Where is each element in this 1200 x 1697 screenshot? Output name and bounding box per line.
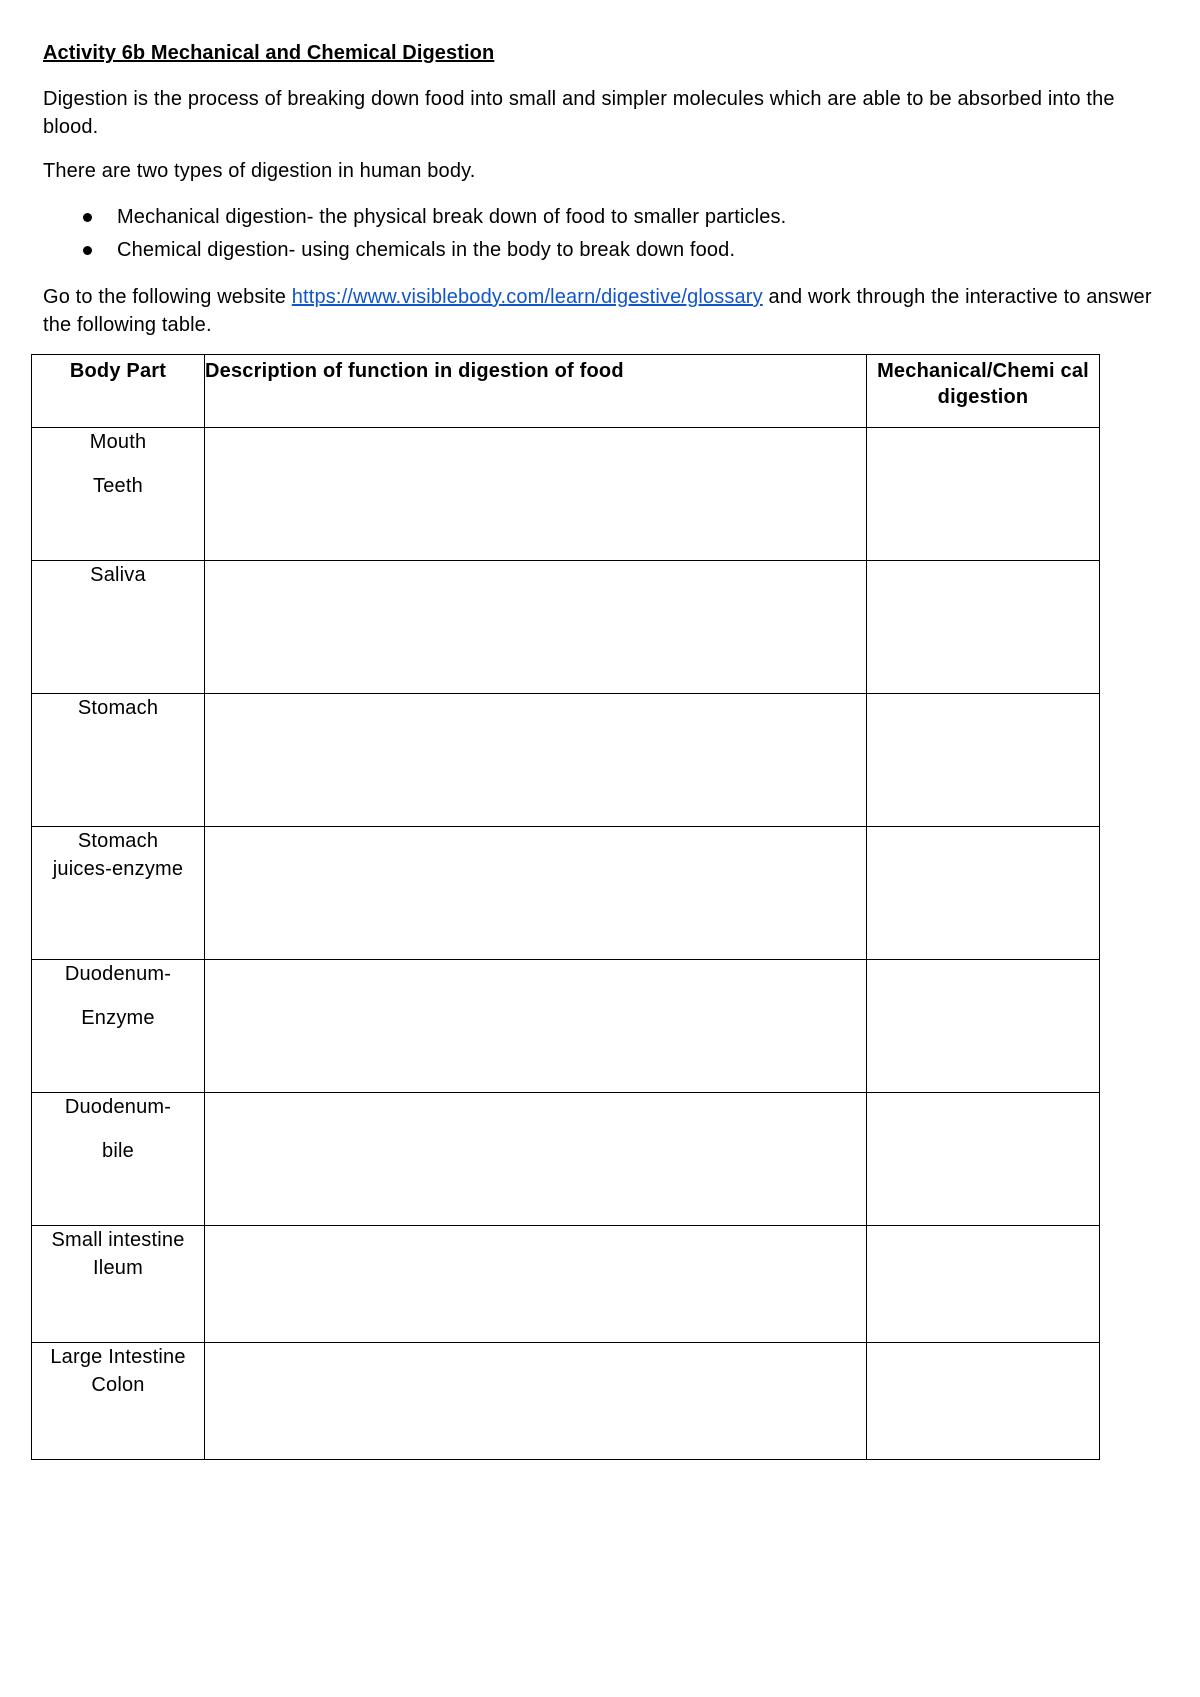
body-part-cell <box>32 1343 205 1460</box>
digestion-type-answer-cell[interactable] <box>867 428 1100 561</box>
instruction-text-after: and work through the interactive to answer the following table. <box>43 286 1152 336</box>
digestion-types-list <box>43 203 786 269</box>
digestion-type-answer-cell[interactable] <box>867 1343 1100 1460</box>
body-part-label: Duodenum- <box>64 963 172 985</box>
description-answer-cell[interactable] <box>205 1093 867 1226</box>
body-part-cell <box>32 1093 205 1226</box>
table-header-row <box>32 355 1100 428</box>
body-part-cell <box>32 1226 205 1343</box>
header-digestion-type: Mechanical/Chemi cal digestion <box>867 355 1100 428</box>
description-answer-cell[interactable] <box>205 428 867 561</box>
body-part-label: Colon <box>91 1374 145 1396</box>
bullet-text-chemical: Chemical digestion- using chemicals in the body to break down food. <box>117 239 736 261</box>
intro-paragraph: Digestion is the process of breaking down food into small and simpler molecules which are able to be absorbed into the blood. <box>43 88 1115 138</box>
description-answer-cell[interactable] <box>205 827 867 960</box>
table-row <box>32 428 1100 561</box>
bullet-icon <box>83 246 92 255</box>
digestion-type-answer-cell[interactable] <box>867 960 1100 1093</box>
bullet-icon <box>83 213 92 222</box>
body-part-label: Mouth <box>89 431 147 453</box>
description-answer-cell[interactable] <box>205 960 867 1093</box>
body-part-label: Stomach <box>77 697 159 719</box>
body-part-label: juices-enzyme <box>52 858 184 880</box>
header-description: Description of function in digestion of food <box>205 355 867 428</box>
body-part-label: Saliva <box>90 564 146 586</box>
body-part-label: Large Intestine <box>50 1346 186 1368</box>
body-part-label: Stomach <box>77 830 159 852</box>
body-part-label: Duodenum- <box>64 1096 172 1118</box>
digestion-type-answer-cell[interactable] <box>867 1093 1100 1226</box>
body-part-label: Small intestine <box>51 1229 185 1251</box>
digestion-type-answer-cell[interactable] <box>867 561 1100 694</box>
description-answer-cell[interactable] <box>205 561 867 694</box>
body-part-label: Ileum <box>93 1257 143 1279</box>
description-answer-cell[interactable] <box>205 1343 867 1460</box>
body-part-cell <box>32 428 205 561</box>
glossary-link[interactable]: https://www.visiblebody.com/learn/digestive/glossary <box>291 286 763 308</box>
body-part-cell <box>32 827 205 960</box>
table-row <box>32 694 1100 827</box>
page-title: Activity 6b Mechanical and Chemical Digestion <box>43 42 495 64</box>
table-row <box>32 827 1100 960</box>
digestion-type-answer-cell[interactable] <box>867 827 1100 960</box>
body-part-label: bile <box>102 1140 134 1162</box>
body-part-cell <box>32 960 205 1093</box>
digestion-type-answer-cell[interactable] <box>867 1226 1100 1343</box>
instruction-text-before: Go to the following website <box>43 286 292 308</box>
table-row <box>32 1343 1100 1460</box>
digestion-types-intro: There are two types of digestion in human body. <box>43 160 476 182</box>
table-row <box>32 561 1100 694</box>
list-item <box>43 203 786 236</box>
digestion-table <box>31 354 1100 1460</box>
bullet-text-mechanical: Mechanical digestion- the physical break down of food to smaller particles. <box>117 206 787 228</box>
header-body-part: Body Part <box>32 355 205 428</box>
table-row <box>32 1226 1100 1343</box>
body-part-label: Enzyme <box>81 1007 155 1029</box>
description-answer-cell[interactable] <box>205 1226 867 1343</box>
table-row <box>32 960 1100 1093</box>
body-part-cell <box>32 694 205 827</box>
list-item <box>43 236 786 269</box>
description-answer-cell[interactable] <box>205 694 867 827</box>
table-row <box>32 1093 1100 1226</box>
body-part-cell <box>32 561 205 694</box>
digestion-type-answer-cell[interactable] <box>867 694 1100 827</box>
body-part-label: Teeth <box>93 475 143 497</box>
instruction-paragraph <box>43 283 1173 339</box>
